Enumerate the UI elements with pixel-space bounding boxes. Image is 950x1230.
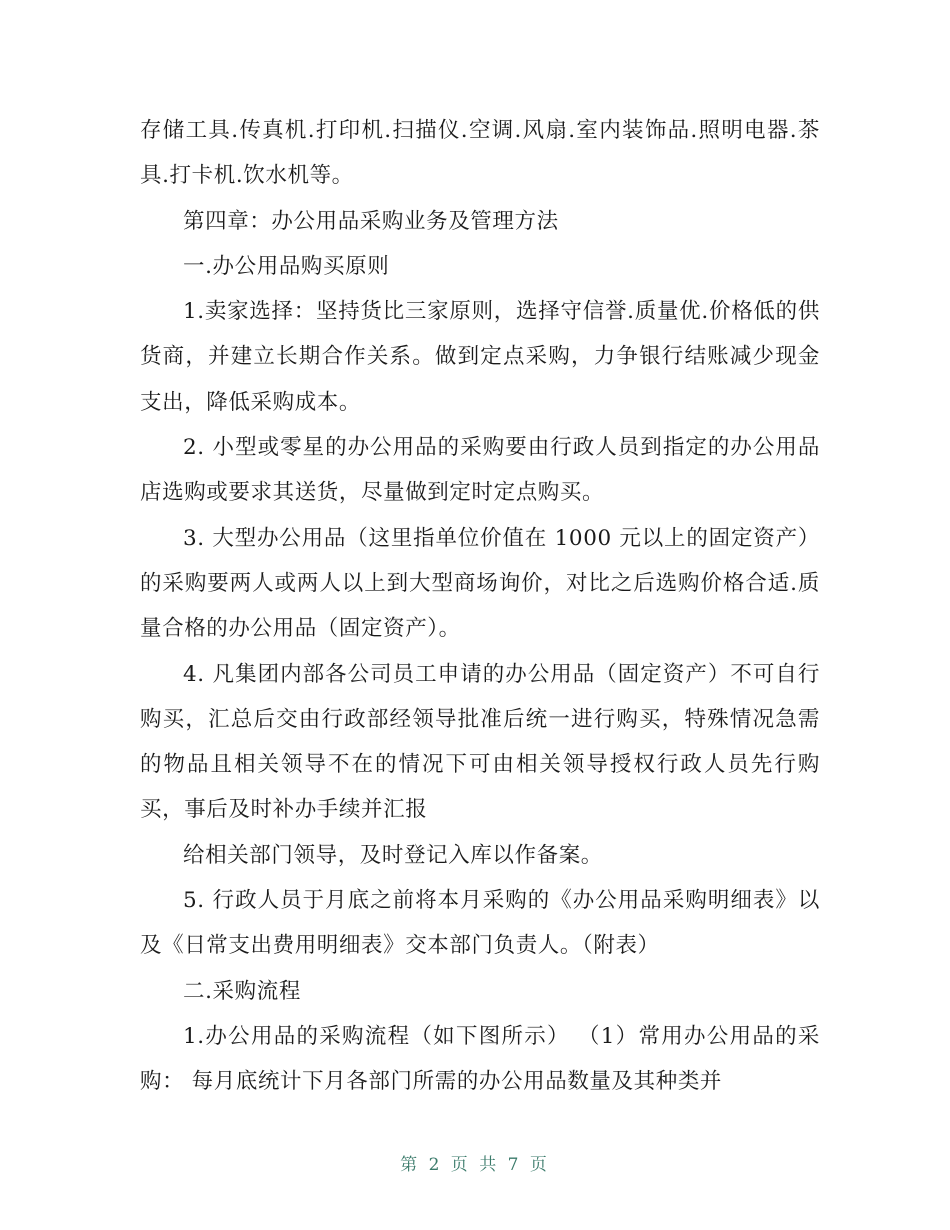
section-heading-2: 二.采购流程 [183,978,301,1004]
page-number-footer: 第 2 页 共 7 页 [400,1155,550,1175]
document-body [140,108,820,1105]
paragraph-item-2: 2. 小型或零星的办公用品的采购要由行政人员到指定的办公用品店选购或要求其送货，尽量做到定时定点购买。 [140,435,820,506]
paragraph-item-5: 5. 行政人员于月底之前将本月采购的《办公用品采购明细表》以及《日常支出费用明细表》交本部门负责人。（附表） [140,888,820,959]
section-heading-1: 一.办公用品购买原则 [183,253,390,279]
paragraph-item-3: 3. 大型办公用品（这里指单位价值在 1000 元以上的固定资产）的采购要两人或两人以上到大型商场询价，对比之后选购价格合适.质量合格的办公用品（固定资产）。 [140,525,820,642]
paragraph-item-4: 4. 凡集团内部各公司员工申请的办公用品（固定资产）不可自行购买，汇总后交由行政部经领导批准后统一进行购买，特殊情况急需的物品且相关领导不在的情况下可由相关领导授权行政人员先行购买，事后及时补办手续并汇报 [140,661,820,823]
paragraph-item-1: 1.卖家选择：坚持货比三家原则，选择守信誉.质量优.价格低的供货商，并建立长期合作关系。做到定点采购，力争银行结账减少现金支出，降低采购成本。 [140,299,820,415]
paragraph-item-4-continued: 给相关部门领导，及时登记入库以作备案。 [183,842,603,868]
paragraph-1: 存储工具.传真机.打印机.扫描仪.空调.风扇.室内装饰品.照明电器.茶具.打卡机.饮水机等。 [140,118,820,189]
paragraph-process-1: 1.办公用品的采购流程（如下图所示） （1）常用办公用品的采购： 每月底统计下月各部门所需的办公用品数量及其种类并 [140,1023,820,1095]
chapter-heading: 第四章：办公用品采购业务及管理方法 [183,208,559,234]
